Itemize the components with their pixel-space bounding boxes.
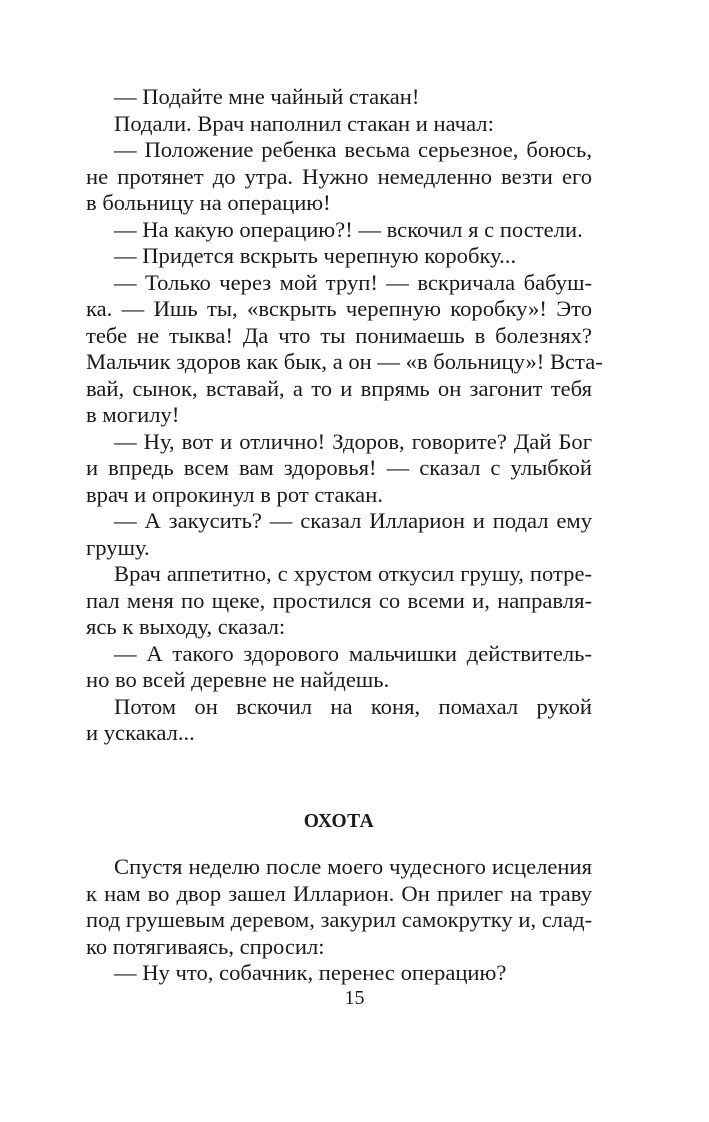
text-line: ка. — Ишь ты, «вскрыть черепную коробку»! Это bbox=[86, 296, 592, 321]
text-line: пал меня по щеке, простился со всеми и, направля- bbox=[86, 587, 592, 613]
book-page bbox=[86, 84, 603, 987]
text-line: врач и опрокинул в рот стакан. bbox=[86, 481, 383, 507]
text-line: — А закусить? — сказал Илларион и подал ему bbox=[114, 508, 592, 533]
text-line: и впредь всем вам здоровья! — сказал с улыбкой bbox=[86, 455, 592, 480]
section-gap bbox=[86, 747, 592, 809]
text-line: — Только через мой труп! — вскричала бабуш- bbox=[114, 269, 592, 295]
text-line: — Придется вскрыть черепную коробку... bbox=[114, 243, 517, 268]
text-line: в могилу! bbox=[86, 402, 180, 427]
text-line: — Подайте мне чайный стакан! bbox=[114, 84, 420, 109]
chapter-heading: ОХОТА bbox=[303, 810, 375, 832]
text-line: Мальчик здоров как бык, а он — «в больницу»! Вста- bbox=[86, 349, 603, 374]
text-line: грушу. bbox=[86, 534, 150, 560]
text-line: — Ну что, собачник, перенес операцию? bbox=[114, 960, 507, 985]
text-line: не протянет до утра. Нужно немедленно везти его bbox=[86, 163, 592, 189]
text-line: — Ну, вот и отлично! Здоров, говорите? Дай Бог bbox=[114, 428, 592, 454]
text-line: тебе не тыква! Да что ты понимаешь в болезнях? bbox=[86, 322, 592, 348]
text-line: Потом он вскочил на коня, помахал рукой bbox=[114, 693, 592, 719]
text-line: под грушевым деревом, закурил самокрутку и, слад- bbox=[86, 907, 593, 932]
text-line: Спустя неделю после моего чудесного исцеления bbox=[114, 854, 592, 879]
text-line: ко потягиваясь, спросил: bbox=[86, 933, 325, 959]
text-line: — На какую операцию?! — вскочил я с постели. bbox=[114, 216, 583, 242]
text-line: ясь к выходу, сказал: bbox=[86, 614, 286, 639]
text-line: вай, сынок, вставай, а то и впрямь он загонит тебя bbox=[86, 375, 592, 401]
text-line: Подали. Врач наполнил стакан и начал: bbox=[114, 110, 494, 136]
text-block-upper bbox=[86, 84, 603, 747]
text-line: — А такого здорового мальчишки действитель- bbox=[114, 640, 592, 666]
text-line: и ускакал... bbox=[86, 720, 195, 745]
text-line: в больницу на операцию! bbox=[86, 190, 331, 215]
text-line: к нам во двор зашел Илларион. Он прилег на траву bbox=[86, 880, 592, 906]
page-number: 15 bbox=[344, 987, 365, 1009]
text-line: но во всей деревне не найдешь. bbox=[86, 667, 390, 692]
text-block-lower bbox=[86, 854, 592, 987]
text-line: Врач аппетитно, с хрустом откусил грушу, потре- bbox=[114, 561, 592, 586]
text-line: — Положение ребенка весьма серьезное, боюсь, bbox=[114, 137, 592, 162]
